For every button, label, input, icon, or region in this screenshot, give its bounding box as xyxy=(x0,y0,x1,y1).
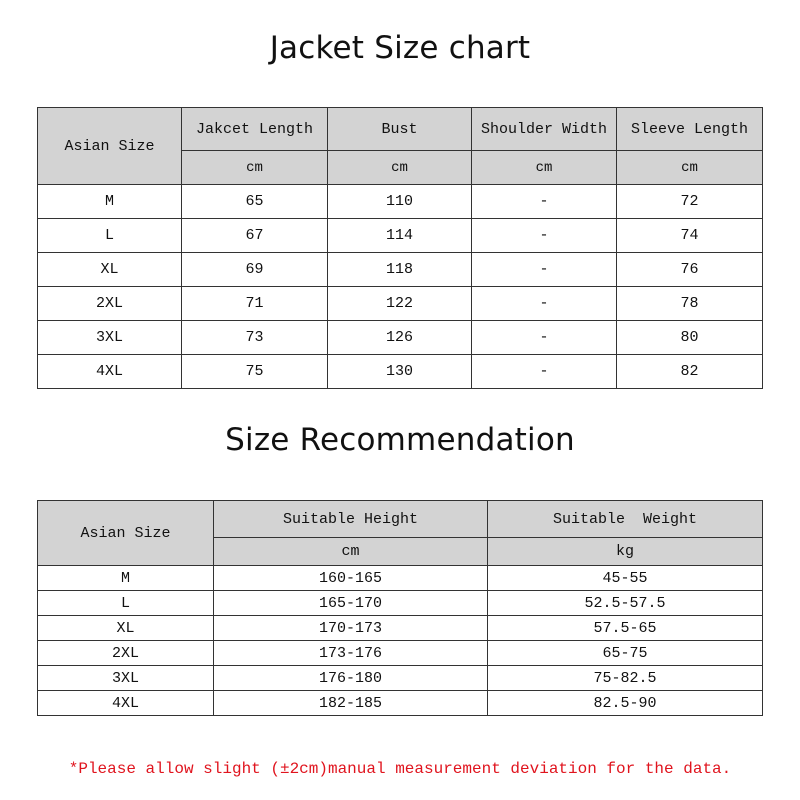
size-cell: XL xyxy=(38,616,214,641)
table-cell: 114 xyxy=(328,219,472,253)
size-cell: XL xyxy=(38,253,182,287)
table-cell: 170-173 xyxy=(214,616,488,641)
table-cell: 67 xyxy=(182,219,328,253)
header-suitable-weight: Suitable Weight xyxy=(488,501,763,538)
table-cell: 72 xyxy=(617,185,763,219)
size-cell: M xyxy=(38,566,214,591)
table-row xyxy=(38,185,763,219)
jacket-size-table xyxy=(37,107,763,389)
table-row xyxy=(38,691,763,716)
jacket-chart-title: Jacket Size chart xyxy=(269,30,531,66)
table-cell: 110 xyxy=(328,185,472,219)
table-cell: 52.5-57.5 xyxy=(488,591,763,616)
table-row xyxy=(38,666,763,691)
table-cell: - xyxy=(472,253,617,287)
header-sleeve-length: Sleeve Length xyxy=(617,108,763,151)
table-cell: 73 xyxy=(182,321,328,355)
size-cell: M xyxy=(38,185,182,219)
table-row xyxy=(38,219,763,253)
unit-cell: kg xyxy=(488,538,763,566)
header-asian-size: Asian Size xyxy=(38,501,214,566)
header-jacket-length: Jakcet Length xyxy=(182,108,328,151)
table-cell: 182-185 xyxy=(214,691,488,716)
table-row xyxy=(38,641,763,666)
table-cell: 160-165 xyxy=(214,566,488,591)
table-cell: 82.5-90 xyxy=(488,691,763,716)
unit-cell: cm xyxy=(472,151,617,185)
table-row xyxy=(38,253,763,287)
size-cell: 4XL xyxy=(38,691,214,716)
table-cell: 82 xyxy=(617,355,763,389)
table-cell: 173-176 xyxy=(214,641,488,666)
size-cell: 3XL xyxy=(38,321,182,355)
table-row xyxy=(38,566,763,591)
table-row xyxy=(38,287,763,321)
table-cell: 76 xyxy=(617,253,763,287)
table-cell: 165-170 xyxy=(214,591,488,616)
size-recommendation-title: Size Recommendation xyxy=(225,422,575,458)
table-cell: - xyxy=(472,287,617,321)
table-cell: 71 xyxy=(182,287,328,321)
table-cell: 130 xyxy=(328,355,472,389)
header-shoulder-width: Shoulder Width xyxy=(472,108,617,151)
table-cell: 45-55 xyxy=(488,566,763,591)
size-recommendation-table xyxy=(37,500,763,716)
table-cell: 122 xyxy=(328,287,472,321)
header-asian-size: Asian Size xyxy=(38,108,182,185)
header-suitable-height: Suitable Height xyxy=(214,501,488,538)
size-cell: L xyxy=(38,591,214,616)
table-cell: 118 xyxy=(328,253,472,287)
table-cell: 69 xyxy=(182,253,328,287)
unit-cell: cm xyxy=(182,151,328,185)
size-cell: L xyxy=(38,219,182,253)
table-cell: 74 xyxy=(617,219,763,253)
size-cell: 4XL xyxy=(38,355,182,389)
unit-cell: cm xyxy=(214,538,488,566)
table-cell: - xyxy=(472,219,617,253)
table-row xyxy=(38,616,763,641)
table-cell: 176-180 xyxy=(214,666,488,691)
measurement-note: *Please allow slight (±2cm)manual measurement deviation for the data. xyxy=(68,760,732,778)
size-cell: 2XL xyxy=(38,641,214,666)
table-cell: 75 xyxy=(182,355,328,389)
size-cell: 3XL xyxy=(38,666,214,691)
table-cell: 78 xyxy=(617,287,763,321)
table-row xyxy=(38,321,763,355)
table-row xyxy=(38,591,763,616)
size-cell: 2XL xyxy=(38,287,182,321)
table-cell: - xyxy=(472,355,617,389)
table-cell: 80 xyxy=(617,321,763,355)
table-cell: - xyxy=(472,321,617,355)
unit-cell: cm xyxy=(617,151,763,185)
header-bust: Bust xyxy=(328,108,472,151)
table-cell: 75-82.5 xyxy=(488,666,763,691)
table-row xyxy=(38,355,763,389)
table-cell: 65 xyxy=(182,185,328,219)
table-cell: 57.5-65 xyxy=(488,616,763,641)
table-cell: 65-75 xyxy=(488,641,763,666)
table-cell: 126 xyxy=(328,321,472,355)
table-cell: - xyxy=(472,185,617,219)
unit-cell: cm xyxy=(328,151,472,185)
